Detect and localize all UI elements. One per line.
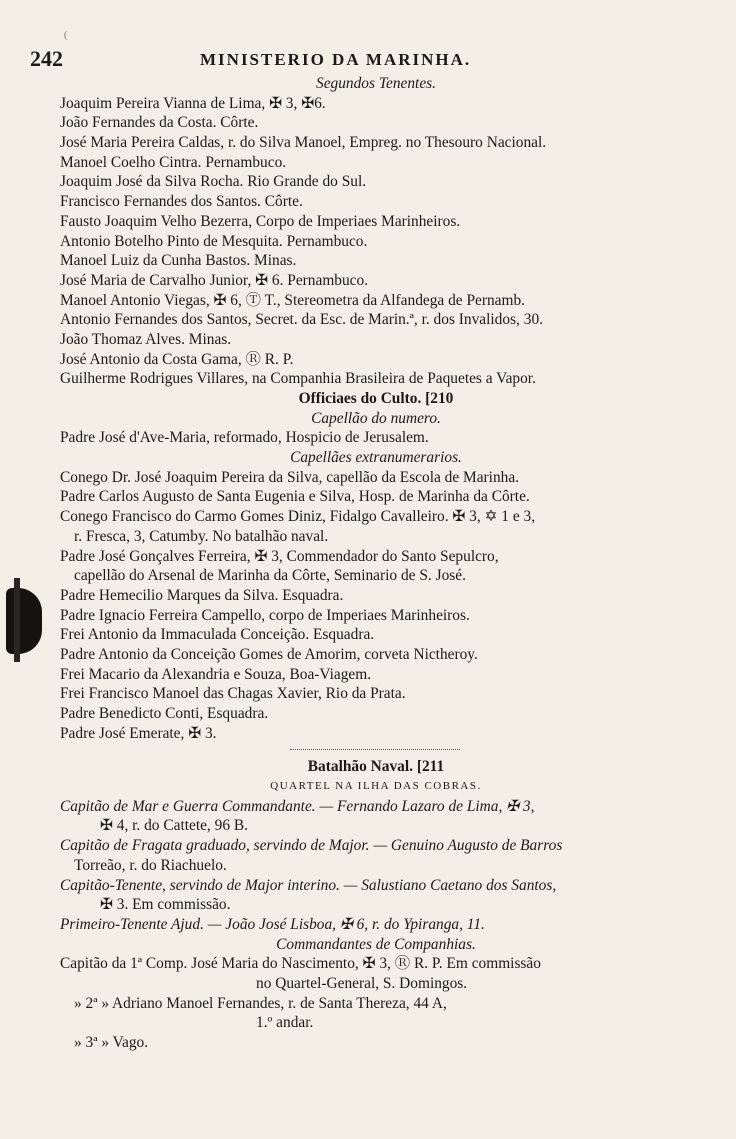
entry-line: Padre José Emerate, ✠ 3.	[60, 724, 217, 742]
entry-line: Antonio Fernandes dos Santos, Secret. da Esc. de Marin.ª, r. dos Invalidos, 30.	[60, 311, 543, 329]
entry-continuation: ✠ 4, r. do Cattete, 96 B.	[100, 817, 248, 835]
entry-line: Primeiro-Tenente Ajud. — João José Lisboa, ✠ 6, r. do Ypiranga, 11.	[60, 915, 485, 933]
entry-line: Manoel Antonio Viegas, ✠ 6, Ⓣ T., Stereometra da Alfandega de Pernamb.	[60, 291, 526, 309]
ink-blot-edge	[14, 578, 20, 662]
entry-line: Padre Hemecilio Marques da Silva. Esquadra.	[60, 586, 344, 604]
subheading-quartel: QUARTEL NA ILHA DAS COBRAS.	[270, 780, 482, 793]
entry-line: » 3ª » Vago.	[74, 1034, 149, 1051]
ink-blot	[6, 588, 42, 654]
entry-continuation: ✠ 3. Em commissão.	[100, 896, 231, 914]
entry-line: Padre Carlos Augusto de Santa Eugenia e Silva, Hosp. de Marinha da Côrte.	[60, 488, 530, 506]
section-heading-batalhao-naval: Batalhão Naval. [211	[307, 758, 445, 776]
entry-line: Manoel Luiz da Cunha Bastos. Minas.	[60, 252, 297, 270]
subheading-capellaes-extranumerarios: Capellães extranumerarios.	[290, 449, 462, 467]
running-title: MINISTERIO DA MARINHA.	[200, 50, 472, 69]
entry-continuation: Torreão, r. do Riachuelo.	[74, 856, 227, 874]
entry-line: Frei Macario da Alexandria e Souza, Boa-Viagem.	[60, 665, 372, 683]
entry-line: Capitão-Tenente, servindo de Major interino. — Salustiano Caetano dos Santos,	[60, 876, 557, 894]
entry-line: Manoel Coelho Cintra. Pernambuco.	[60, 153, 287, 171]
entry-continuation: 1.º andar.	[256, 1014, 314, 1032]
entry-line: » 2ª » Adriano Manoel Fernandes, r. de Santa Thereza, 44 A,	[74, 994, 447, 1012]
entry-line: Capitão de Fragata graduado, servindo de Major. — Genuino Augusto de Barros	[60, 837, 563, 855]
entry-line: José Maria Pereira Caldas, r. do Silva Manoel, Empreg. no Thesouro Nacional.	[60, 134, 547, 152]
entry-line: José Antonio da Costa Gama, Ⓡ R. P.	[60, 350, 294, 368]
entry-line: Capitão da 1ª Comp. José Maria do Nascimento, ✠ 3, Ⓡ R. P. Em commissão	[60, 955, 541, 973]
entry-line: Padre José d'Ave-Maria, reformado, Hospicio de Jerusalem.	[60, 429, 429, 447]
entry-line: Capitão de Mar e Guerra Commandante. — Fernando Lazaro de Lima, ✠ 3,	[60, 797, 535, 815]
entry-line: Joaquim José da Silva Rocha. Rio Grande do Sul.	[60, 173, 367, 191]
entry-line: Fausto Joaquim Velho Bezerra, Corpo de Imperiaes Marinheiros.	[60, 212, 461, 230]
entry-line: Guilherme Rodrigues Villares, na Companhia Brasileira de Paquetes a Vapor.	[60, 370, 536, 388]
entry-line: Padre Antonio da Conceição Gomes de Amorim, corveta Nictheroy.	[60, 645, 478, 663]
entry-line: Padre José Gonçalves Ferreira, ✠ 3, Commendador do Santo Sepulcro,	[60, 547, 499, 565]
entry-line: Padre Ignacio Ferreira Campello, corpo de Imperiaes Marinheiros.	[60, 606, 470, 624]
entry-line: João Fernandes da Costa. Côrte.	[60, 114, 259, 132]
page-number: 242	[30, 46, 63, 71]
entry-continuation: capellão do Arsenal de Marinha da Côrte, Seminario de S. José.	[74, 567, 466, 585]
subheading-segundos-tenentes: Segundos Tenentes.	[316, 75, 436, 92]
entry-line: Frei Francisco Manoel das Chagas Xavier, Rio da Prata.	[60, 685, 406, 703]
entry-line: Antonio Botelho Pinto de Mesquita. Pernambuco.	[60, 232, 368, 250]
entry-line: Frei Antonio da Immaculada Conceição. Esquadra.	[60, 626, 375, 644]
entry-continuation: r. Fresca, 3, Catumby. No batalhão naval.	[74, 527, 329, 545]
page-header: ( 242 MINISTERIO DA MARINHA.	[30, 30, 472, 71]
entry-line: Francisco Fernandes dos Santos. Côrte.	[60, 193, 303, 211]
entry-line: José Maria de Carvalho Junior, ✠ 6. Pernambuco.	[60, 271, 369, 289]
entry-line: João Thomaz Alves. Minas.	[60, 330, 232, 348]
entry-continuation: no Quartel-General, S. Domingos.	[256, 974, 468, 992]
section-divider	[60, 743, 692, 757]
text-column	[60, 74, 692, 1053]
entry-line: Conego Francisco do Carmo Gomes Diniz, Fidalgo Cavalleiro. ✠ 3, ✡ 1 e 3,	[60, 508, 536, 526]
subheading-commandantes: Commandantes de Companhias.	[276, 935, 476, 953]
subheading-capellao-do-numero: Capellão do numero.	[311, 409, 441, 427]
entry-line: Conego Dr. José Joaquim Pereira da Silva, capellão da Escola de Marinha.	[60, 468, 520, 486]
entry-line: Padre Benedicto Conti, Esquadra.	[60, 705, 269, 722]
section-heading-officiaes-do-culto: Officiaes do Culto. [210	[298, 390, 454, 407]
entry-line: Joaquim Pereira Vianna de Lima, ✠ 3, ✠6.	[60, 94, 326, 112]
